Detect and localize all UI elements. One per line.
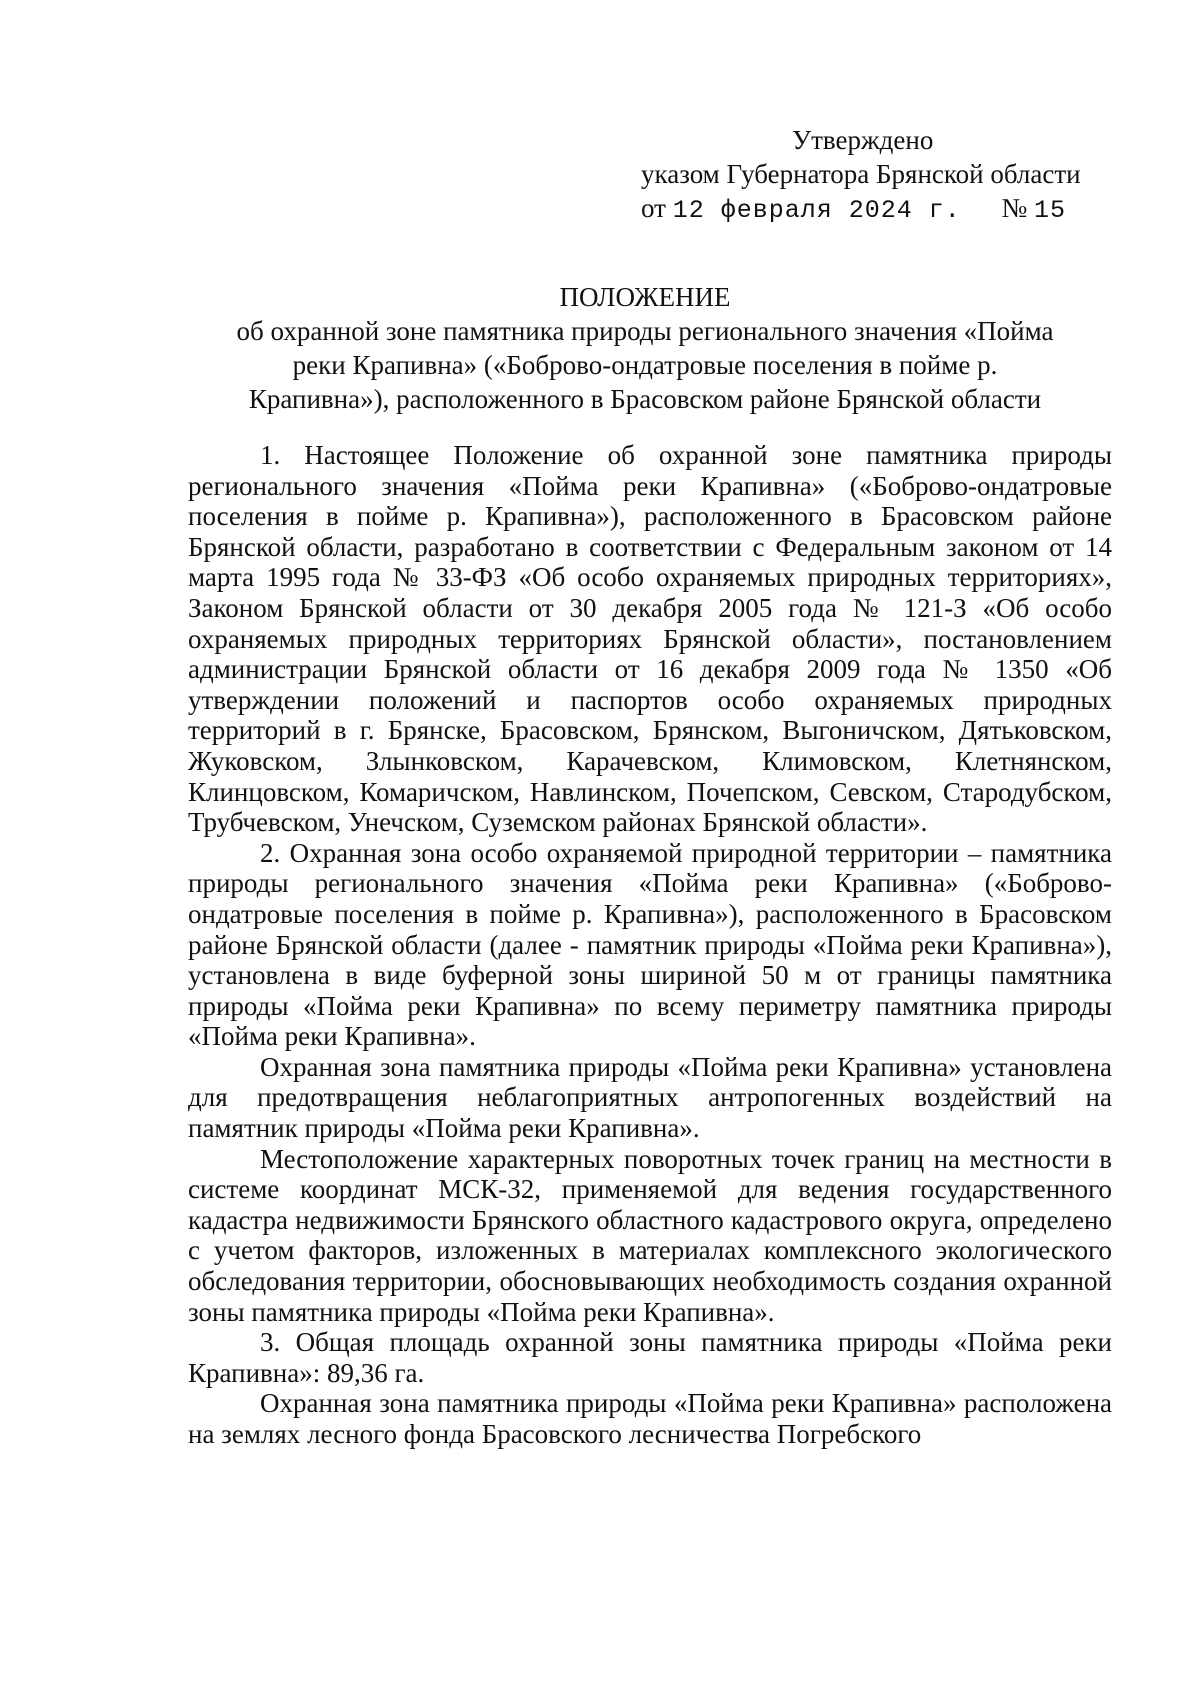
paragraph: 3. Общая площадь охранной зоны памятника природы «Пойма реки Крапивна»: 89,36 га.: [188, 1327, 1112, 1388]
document-title: ПОЛОЖЕНИЕ: [559, 282, 731, 312]
paragraph: Охранная зона памятника природы «Пойма реки Крапивна» расположена на землях лесного фонда Брасовского лесничества Погребского: [188, 1388, 1112, 1449]
document-heading: [220, 280, 1070, 416]
paragraph: 2. Охранная зона особо охраняемой природной территории – памятника природы регионального значения «Пойма реки Крапивна» («Боброво-ондатровые поселения в пойме р. Крапивна»), расположенного в Брасовском районе Брянской области (далее - памятник природы «Пойма реки Крапивна»), установлена в виде буферной зоны шириной 50 м от границы памятника природы «Пойма реки Крапивна» по всему периметру памятника природы «Пойма реки Крапивна».: [188, 837, 1112, 1052]
document-subtitle: об охранной зоне памятника природы регионального значения «Пойма реки Крапивна» («Боброво-ондатровые поселения в пойме р. Крапивна»), расположенного в Брасовском районе Брянской области: [236, 316, 1054, 414]
approval-number: 15: [1034, 196, 1067, 225]
approval-title: Утверждено: [792, 125, 934, 155]
paragraph: Местоположение характерных поворотных точек границ на местности в системе координат МСК-32, применяемой для ведения государственного кадастра недвижимости Брянского областного кадастрового округа, определено с учетом факторов, изложенных в материалах комплексного экологического обследования территории, обосновывающих необходимость создания охранной зоны памятника природы «Пойма реки Крапивна».: [188, 1143, 1112, 1327]
approval-date-line: [641, 192, 1066, 227]
paragraph: Охранная зона памятника природы «Пойма реки Крапивна» установлена для предотвращения неблагоприятных антропогенных воздействий на памятник природы «Пойма реки Крапивна».: [188, 1051, 1112, 1144]
document-body: [188, 440, 1112, 1450]
date-prefix: от: [641, 193, 666, 223]
approval-authority: указом Губернатора Брянской области: [641, 159, 1081, 189]
number-sign: №: [1001, 193, 1028, 223]
paragraph: 1. Настоящее Положение об охранной зоне памятника природы регионального значения «Пойма реки Крапивна» («Боброво-ондатровые поселения в пойме р. Крапивна»), расположенного в Брасовском районе Брянской области, разработано в соответствии с Федеральным законом от 14 марта 1995 года № 33-ФЗ «Об особо охраняемых природных территориях», Законом Брянской области от 30 декабря 2005 года № 121-З «Об особо охраняемых природных территориях Брянской области», постановлением администрации Брянской области от 16 декабря 2009 года № 1350 «Об утверждении положений и паспортов особо охраняемых природных территорий в г. Брянске, Брасовском, Брянском, Выгоничском, Дятьковском, Жуковском, Злынковском, Карачевском, Климовском, Клетнянском, Клинцовском, Комаричском, Навлинском, Почепском, Севском, Стародубском, Трубчевском, Унечском, Суземском районах Брянской области».: [188, 440, 1112, 838]
approval-date: 12 февраля 2024 г.: [672, 196, 961, 225]
